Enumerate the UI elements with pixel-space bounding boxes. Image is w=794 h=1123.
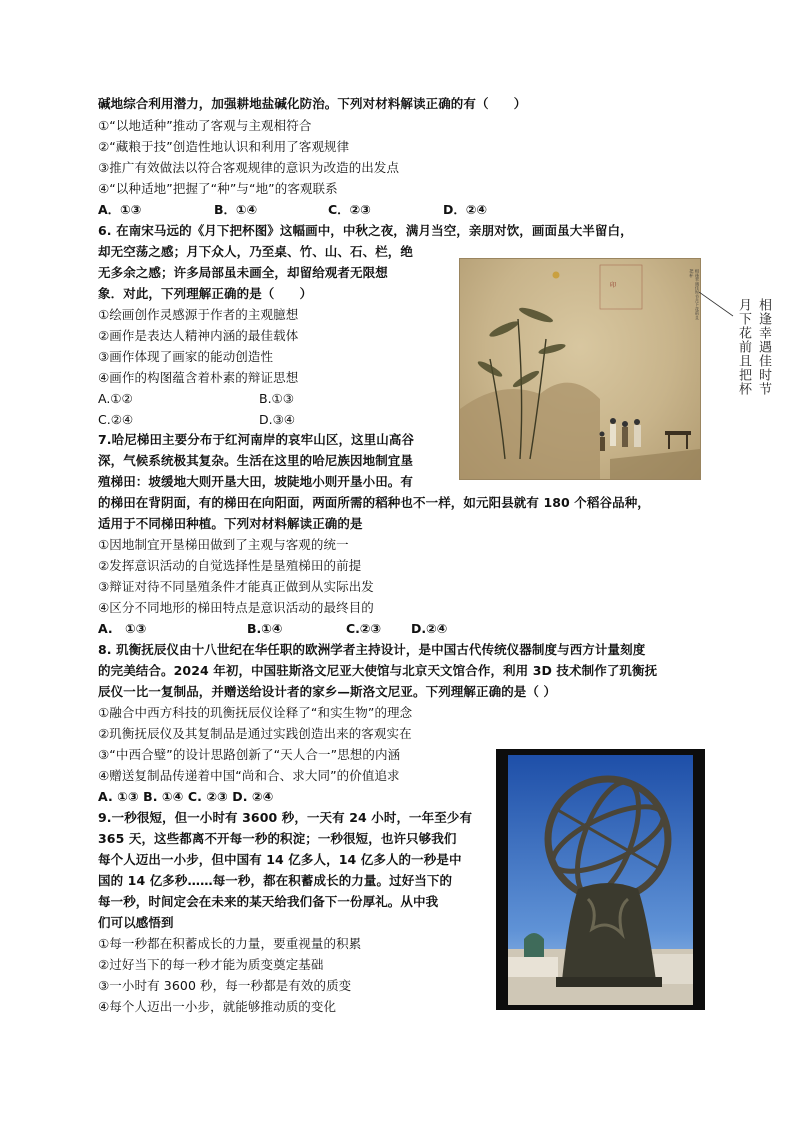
text-line-l9i: ③一小时有 3600 秒，每一秒都是有效的质变 <box>98 978 352 993</box>
poem-inscription <box>734 298 778 398</box>
text-line-l7d: 的梯田在背阴面，有的梯田在向阳面，两面所需的稻种也不一样，如元阳县就有 180 个稻谷品种， <box>98 495 650 510</box>
text-line-l9d: 国的 14 亿多秒……每一秒，都在积蓄成长的力量。过好当下的 <box>98 873 453 888</box>
text-line-l8f: ③“中西合璧”的设计思路创新了“天人合一”思想的内涵 <box>98 747 401 762</box>
answer-option-o6b: B.①③ <box>259 391 294 406</box>
text-line-l1: ①“以地适种”推动了客观与主观相符合 <box>98 118 312 133</box>
moon-icon <box>553 272 560 279</box>
text-line-l6c: 无多余之感；许多局部虽未画全，却留给观者无限想 <box>98 265 388 280</box>
answer-option-o7c: C.②③ <box>346 621 382 636</box>
painting-moon-toast <box>459 258 701 480</box>
answer-option-o6c: C.②④ <box>98 412 134 427</box>
text-line-l8e: ②玑衡抚辰仪及其复制品是通过实践创造出来的客观实在 <box>98 726 412 741</box>
answer-option-o5b: B．①④ <box>214 202 258 217</box>
text-line-l3: ③推广有效做法以符合客观规律的意识为改造的出发点 <box>98 160 400 175</box>
text-line-l7f: ①因地制宜开垦梯田做到了主观与客观的统一 <box>98 537 349 552</box>
text-line-l7b: 深，气候系统极其复杂。生活在这里的哈尼族因地制宜垦 <box>98 453 414 468</box>
poem-column-right: 相逢幸遇佳时节 <box>756 298 771 396</box>
figures-group <box>600 418 642 451</box>
text-line-l9e: 每一秒，时间定会在未来的某天给我们备下一份厚礼。从中我 <box>98 894 439 909</box>
text-line-l9a: 9.一秒很短，但一小时有 3600 秒，一天有 24 小时，一年至少有 <box>98 810 473 825</box>
text-line-l9g: ①每一秒都在积蓄成长的力量，要重视量的积累 <box>98 936 362 951</box>
text-line-l7i: ④区分不同地形的梯田特点是意识活动的最终目的 <box>98 600 374 615</box>
text-line-l8h: A. ①③ B. ①④ C. ②③ D. ②④ <box>98 789 274 804</box>
poem-inscription-box <box>600 265 642 309</box>
text-line-l9h: ②过好当下的每一秒才能为质变奠定基础 <box>98 957 324 972</box>
text-line-l8b: 的完美结合。2024 年初，中国驻斯洛文尼亚大使馆与北京天文馆合作，利用 3D 技术制作了玑衡抚 <box>98 663 658 678</box>
table-icon <box>665 431 691 435</box>
answer-option-o5d: D．②④ <box>443 202 488 217</box>
text-line-l4: ④“以种适地”把握了“种”与“地”的客观联系 <box>98 181 338 196</box>
text-line-l9c: 每个人迈出一小步，但中国有 14 亿多人，14 亿多人的一秒是中 <box>98 852 462 867</box>
text-line-l6a: 6. 在南宋马远的《月下把杯图》这幅画中，中秋之夜，满月当空，亲朋对饮，画面虽大半留白， <box>98 223 633 238</box>
text-line-l9b: 365 天，这些都离不开每一秒的积淀；一秒很短，也许只够我们 <box>98 831 457 846</box>
painting-inscription: 相逢幸遇佳时节月下花前且把杯 <box>689 269 700 320</box>
answer-option-o6d: D.③④ <box>259 412 296 427</box>
text-line-l7e: 适用于不同梯田种植。下列对材料解读正确的是 <box>98 516 363 531</box>
answer-option-o7b: B.①④ <box>247 621 283 636</box>
text-line-l6f: ②画作是表达人精神内涵的最佳载体 <box>98 328 299 343</box>
answer-option-o7a: A. ①③ <box>98 621 147 636</box>
answer-option-o5c: C．②③ <box>328 202 371 217</box>
text-line-l6d: 象．对此，下列理解正确的是（ ） <box>98 286 313 301</box>
text-line-l6h: ④画作的构图蕴含着朴素的辩证思想 <box>98 370 299 385</box>
armillary-illustration <box>496 749 705 1010</box>
armillary-sphere-photo <box>496 749 705 1010</box>
text-line-l6g: ③画作体现了画家的能动创造性 <box>98 349 274 364</box>
text-line-l9f: 们可以感悟到 <box>98 915 174 930</box>
text-line-l6e: ①绘画创作灵感源于作者的主观臆想 <box>98 307 299 322</box>
text-line-l8g: ④赠送复制品传递着中国“尚和合、求大同”的价值追求 <box>98 768 400 783</box>
answer-option-o7d: D.②④ <box>411 621 448 636</box>
text-line-l7a: 7.哈尼梯田主要分布于红河南岸的哀牢山区，这里山高谷 <box>98 432 415 447</box>
text-line-l8a: 8. 玑衡抚辰仪由十八世纪在华任职的欧洲学者主持设计，是中国古代传统仪器制度与西方计量刻度 <box>98 642 646 657</box>
text-line-l9j: ④每个人迈出一小步，就能够推动质的变化 <box>98 999 337 1014</box>
dome-icon <box>524 933 544 957</box>
text-line-l8d: ①融合中西方科技的玑衡抚辰仪诠释了“和实生物”的理念 <box>98 705 413 720</box>
answer-option-o5a: A．①③ <box>98 202 142 217</box>
mountain-shape <box>460 383 600 479</box>
text-line-l7c: 殖梯田：坡缓地大则开垦大田，坡陡地小则开垦小田。有 <box>98 474 414 489</box>
text-line-l8c: 辰仪一比一复制品，并赠送给设计者的家乡—斯洛文尼亚。下列理解正确的是（ ） <box>98 684 557 699</box>
text-line-l0: 碱地综合利用潜力，加强耕地盐碱化防治。下列对材料解读正确的有（ ） <box>98 96 527 111</box>
seal-icon: 印 <box>610 282 617 289</box>
answer-option-o6a: A.①② <box>98 391 133 406</box>
callout-line <box>699 292 739 322</box>
terrace-shape <box>610 449 700 479</box>
text-line-l7g: ②发挥意识活动的自觉选择性是垦殖梯田的前提 <box>98 558 362 573</box>
text-line-l2: ②“藏粮于技”创造性地认识和利用了客观规律 <box>98 139 350 154</box>
text-line-l7h: ③辩证对待不同垦殖条件才能真正做到从实际出发 <box>98 579 374 594</box>
poem-column-left: 月下花前且把杯 <box>736 298 751 396</box>
text-line-l6b: 却无空荡之感；月下众人，乃至桌、竹、山、石、栏，绝 <box>98 244 414 259</box>
